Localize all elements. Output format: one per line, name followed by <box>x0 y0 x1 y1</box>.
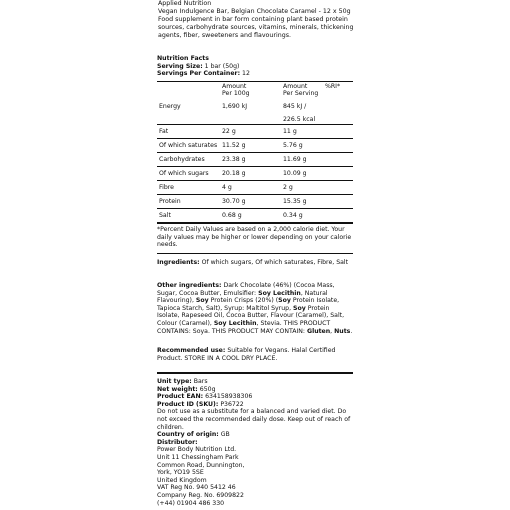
brand-name: Applied Nutrition <box>158 0 212 7</box>
table-row: Carbohydrates 23.38 g 11.69 g <box>157 152 353 166</box>
nutrition-heading: Nutrition Facts <box>157 55 209 62</box>
table-row: Of which saturates 11.52 g 5.76 g <box>157 138 353 152</box>
serving-size-value: 1 bar (50g) <box>204 62 240 70</box>
distributor-line: York, YO19 5SE <box>157 469 204 477</box>
product-sku: Product ID (SKU): P36722 <box>157 400 244 408</box>
nutrition-header <box>157 55 353 78</box>
nutrition-table <box>157 81 353 224</box>
table-row: Fat 22 g 11 g <box>157 124 353 138</box>
distributor-label: Distributor: <box>157 438 198 446</box>
product-ean: Product EAN: 634158938306 <box>157 393 253 401</box>
serving-size <box>157 63 353 71</box>
country-of-origin: Country of origin: GB <box>157 431 230 439</box>
distributor-line: Common Road, Dunnington, <box>157 461 245 469</box>
distributor-line: (+44) 01904 486 330 <box>157 499 225 507</box>
distributor-line: VAT Reg No. 940 5412 46 <box>157 484 236 492</box>
daily-values-footnote: *Percent Daily Values are based on a 2,000 calorie diet. Your daily values may be higher or lower depending on your calorie needs. <box>157 226 352 249</box>
product-title: Vegan Indulgence Bar, Belgian Chocolate Caramel - 12 x 50g <box>158 8 351 15</box>
other-ingredients: Other ingredients: Dark Chocolate (46%) (Cocoa Mass, Sugar, Cocoa Butter, Emulsifier: Soy Lecithin, Natural Flavouring), Soy Protein Crisps (20%) (Soy Protein Isolate, Tapioca Starch, Salt), Syrup: Maltitol Syrup, Soy Protein Isolate, Rapeseed Oil, Cocoa Butter, Flavour (Caramel), Salt, Colour (Caramel), Soy Lecithin, Stevia. THIS PRODUCT CONTAINS: Soya. THIS PRODUCT MAY CONTAIN: Gluten, Nuts. <box>157 282 353 335</box>
unit-type: Unit type: Bars <box>157 378 208 385</box>
distributor-line: Company Reg. No. 6909822 <box>157 491 244 499</box>
divider <box>157 372 353 374</box>
nutrition-table-header <box>157 82 353 100</box>
ingredients: Ingredients: Of which sugars, Of which saturates, Fibre, Salt <box>157 259 349 266</box>
distributor-line: Power Body Nutrition Ltd. <box>157 446 237 454</box>
table-row: Protein 30.70 g 15.35 g <box>157 194 353 208</box>
product-description: Food supplement in bar form containing plant based protein sources, carbohydrate sources, vitamins, minerals, thickening agents, fiber, sweeteners and flavourings. <box>158 16 354 39</box>
table-row-energy: Energy 1,690 kJ 845 kJ / 226.5 kcal <box>159 103 316 123</box>
table-row: Of which sugars 20.18 g 10.09 g <box>157 166 353 180</box>
distributor-line: United Kingdom <box>157 476 207 484</box>
recommended-use: Recommended use: Suitable for Vegans. Halal Certified Product. STORE IN A COOL DRY PLACE. <box>157 347 336 362</box>
col-ri: %RI* <box>325 83 341 90</box>
serving-size-label: Serving Size: <box>157 62 203 70</box>
product-details <box>157 378 353 507</box>
warning-text: Do not use as a substitute for a balanced and varied diet. Do not exceed the recommended daily dose. Keep out of reach of children. <box>157 408 351 431</box>
col-per-serving: Amount Per Serving <box>283 83 319 98</box>
servings-label: Servings Per Container: <box>157 70 241 78</box>
product-intro <box>158 0 358 40</box>
servings-per-container <box>157 70 353 78</box>
divider <box>157 253 353 254</box>
net-weight: Net weight: 650g <box>157 385 216 393</box>
col-per100: Amount Per 100g <box>222 83 250 98</box>
table-row: Salt 0.68 g 0.34 g <box>157 208 353 222</box>
servings-value: 12 <box>242 70 250 78</box>
table-row: Fibre 4 g 2 g <box>157 180 353 194</box>
distributor-line: Unit 11 Chessingham Park <box>157 453 239 461</box>
